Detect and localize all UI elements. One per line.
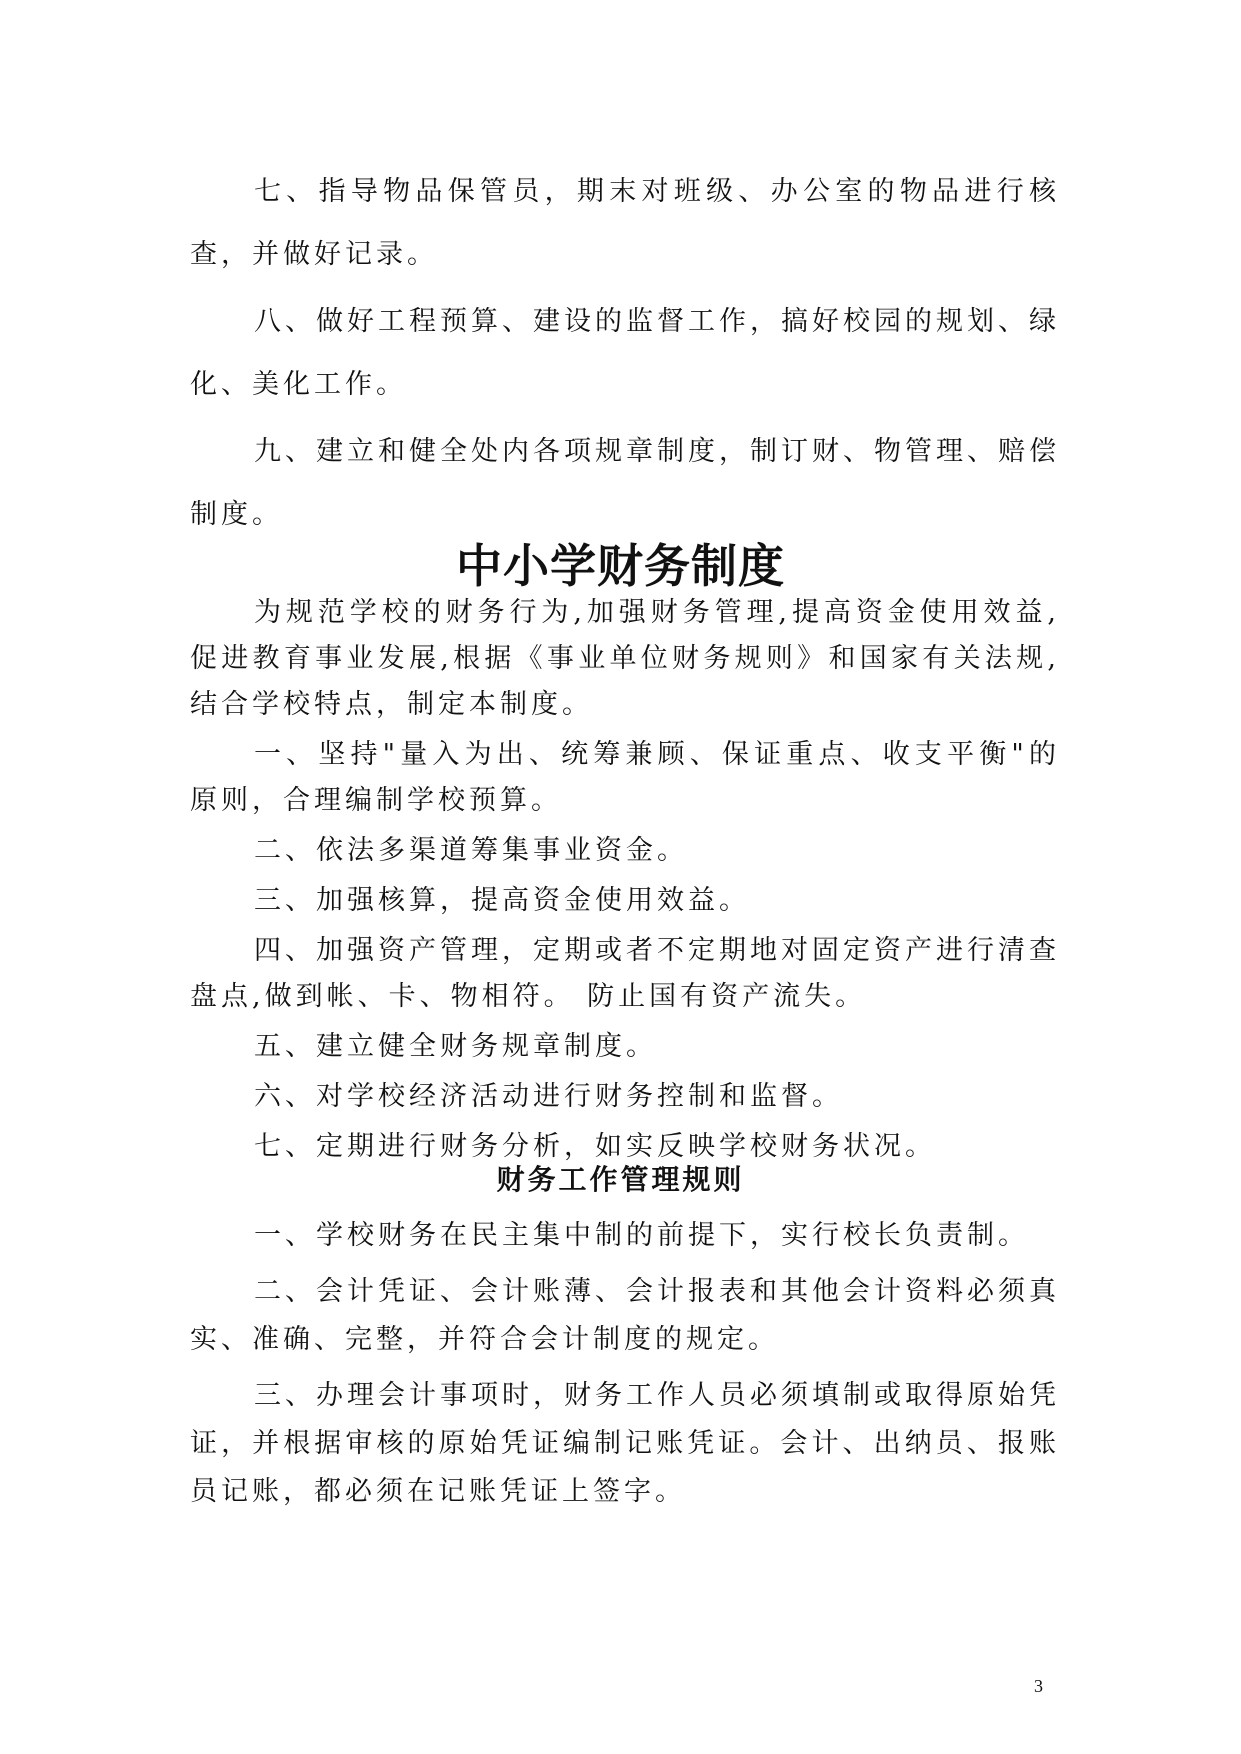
paragraph: 三、加强核算，提高资金使用效益。 bbox=[254, 885, 750, 916]
finance-rules-title: 财务工作管理规则 bbox=[496, 1163, 745, 1196]
finance-system-title: 中小学财务制度 bbox=[456, 539, 785, 593]
paragraph: 一、坚持"量入为出、统筹兼顾、保证重点、收支平衡"的原则，合理编制学校预算。 bbox=[190, 739, 1060, 816]
paragraph: 二、会计凭证、会计账薄、会计报表和其他会计资料必须真实、准确、完整，并符合会计制度的规定。 bbox=[190, 1276, 1060, 1355]
paragraph: 六、对学校经济活动进行财务控制和监督。 bbox=[254, 1081, 843, 1112]
page-number: 3 bbox=[1034, 1676, 1043, 1696]
paragraph: 二、依法多渠道筹集事业资金。 bbox=[254, 835, 688, 866]
paragraph: 为规范学校的财务行为,加强财务管理,提高资金使用效益,促进教育事业发展,根据《事业单位财务规则》和国家有关法规,结合学校特点，制定本制度。 bbox=[190, 597, 1060, 720]
finance-system-section bbox=[190, 590, 1060, 1174]
paragraph: 三、办理会计事项时，财务工作人员必须填制或取得原始凭证，并根据审核的原始凭证编制记账凭证。会计、出纳员、报账员记账，都必须在记账凭证上签字。 bbox=[190, 1380, 1060, 1507]
paragraph: 四、加强资产管理，定期或者不定期地对固定资产进行清查盘点,做到帐、卡、物相符。 防止国有资产流失。 bbox=[190, 935, 1060, 1012]
paragraph: 七、定期进行财务分析，如实反映学校财务状况。 bbox=[254, 1131, 936, 1162]
paragraph: 一、学校财务在民主集中制的前提下，实行校长负责制。 bbox=[254, 1220, 1029, 1251]
paragraph: 九、建立和健全处内各项规章制度，制订财、物管理、赔偿制度。 bbox=[190, 436, 1060, 530]
paragraph: 八、做好工程预算、建设的监督工作，搞好校园的规划、绿化、美化工作。 bbox=[190, 306, 1060, 400]
paragraph: 五、建立健全财务规章制度。 bbox=[254, 1031, 657, 1062]
previous-section-continuation bbox=[190, 160, 1060, 550]
paragraph: 七、指导物品保管员，期末对班级、办公室的物品进行核查，并做好记录。 bbox=[190, 176, 1060, 270]
finance-rules-section bbox=[190, 1212, 1060, 1524]
